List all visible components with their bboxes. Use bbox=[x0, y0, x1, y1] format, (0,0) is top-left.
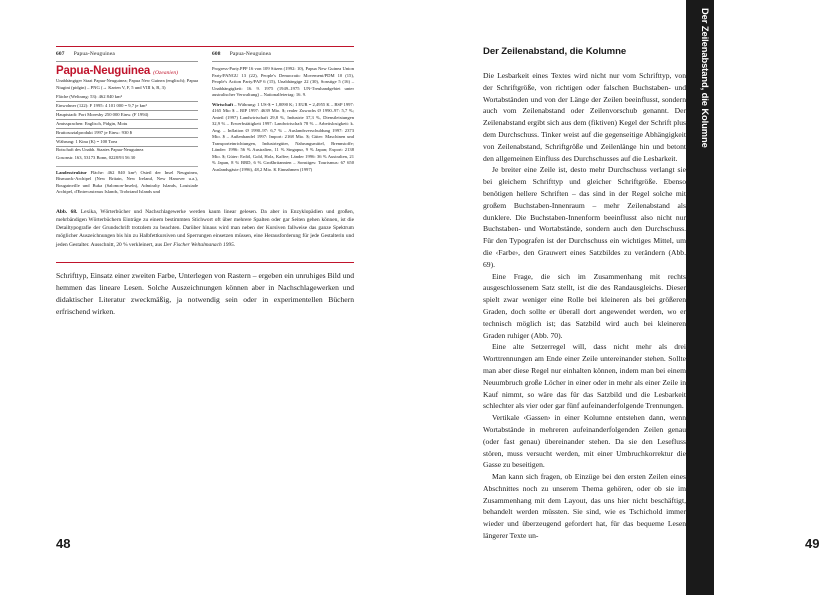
figure-caption-text: Lexika, Wörterbücher und Nachschlagewerke werden kaum linear gelesen. Da aber in Enzyklopädien und großen, mehrbändigen Wörterbüchern Einträge zu einem bestimmten Stichwort oft über mehrere Spalten oder gar Seiten gehen können, ist die Detailtypografie der Grundschrift trotzdem zu beachten. Darüber hinaus wird man neben der Kursiven fallweise das ganze Spektrum möglicher Auszeichnungen bis hin zu Halbfettkursiven und Sperrungen einsetzen müssen, eine Herausforderung für jede Gestalterin und jeden Gestalter. Ausschnitt, 20 % verkleinert, aus bbox=[56, 208, 354, 248]
body-paragraph-1: Die Lesbarkeit eines Textes wird nicht nur vom Schrifttyp, von der Schriftgröße, von richtigen oder falschen Buchstaben- und Wortabständen und von der Länge der Zeilen beeinflusst, sondern auch vom Zeilenabstand oder Zeilenvorschub genannt. Der Zeilenabstand ergibt sich aus dem (fiktiven) Kegel der Schrift plus dem Durchschuss. Tinker weist auf die gegenseitige Abhängigkeit von Zeilenabstand, Schriftgröße und Zeilenlänge hin und betont den allgemeinen Einfluss des Durchschusses auf die Lesbarkeit. bbox=[483, 71, 686, 163]
column-left-header-number: 607 bbox=[56, 51, 65, 57]
right-page bbox=[392, 0, 819, 595]
entry-title-text: Papua-Neuguinea bbox=[56, 65, 151, 77]
entry-title bbox=[56, 65, 198, 77]
folio-left: 48 bbox=[56, 536, 71, 551]
fact-item: Bruttosozialprodukt 1997 je Einw.: 930 $ bbox=[56, 129, 133, 135]
section-heading: Der Zeilenabstand, die Kolumne bbox=[483, 46, 627, 57]
fact-item: Amtssprachen: Englisch, Pidgin, Motu bbox=[56, 120, 128, 126]
section-divider bbox=[56, 166, 198, 167]
wirtschaft-text: – Währung: 1 US-$ = 1,8090 K; 1 EUR = 2,4955 K – BSP 1997: 4165 Mio $ – BIP 1997: 4639 Mio. $; realer Zuwachs Ø 1990–97: 5,7 %; Anteil (1997) Landwirtschaft 29,8 %, Industrie 37,3 %, Dienstleistungen 32,9 % – Erwerbstätigkeit 1997: Landwirtschaft 78 % – Arbeitslosigkeit: k. Ang. – Inflation Ø 1990–97: 6,7 % – Auslandsverschuldung 1997: 2373 Mio. $ – Außenhandel 1997: Import: 2168 Mio. $; Güter: Maschinen und Transporteinrichtungen, Industriegüter, Nahrungsmittel, Brennstoffe; Länder: 1996: 56 % Australien, 11 % Singapur, 9 % Japan; Export: 2138 Mio. $; Güter: Erdöl, Gold, Holz, Kaffee; Länder 1996: 36 % Australien, 21 % Japan, 8 % BRD, 6 % Großbritannien – Sonstiges: Tourismus: 67 650 Auslandsgäste (1996), 48,2 Mio. K Einnahmen (1997) bbox=[212, 101, 354, 172]
wirtschaft-paragraph bbox=[212, 102, 354, 174]
fact-item: Einwohner (122): F 1995: 4 101 000 = 9,7 je km² bbox=[56, 102, 147, 108]
body-paragraph-2: Je breiter eine Zeile ist, desto mehr Durchschuss verlangt sie bei gleichem Schrifttyp und gleicher Schriftgröße. Ebenso benötigen hellere Schriften – das sind in der Regel solche mit großem Buchstaben-Innenraum – mehr Zeilenabstand als dunklere. Die Buchstaben-Innenform beeinflusst also nicht nur Buchstaben- und Wortabstände, sondern auch den Durchschuss. Für den Typografen ist der Durchschuss ein wichtiges Mittel, um die ‹Farbe›, den Grauwert eines Satzbildes zu verändern (Abb. 69). bbox=[483, 165, 686, 269]
entry-facts-list bbox=[56, 94, 198, 162]
wirtschaft-label: Wirtschaft bbox=[212, 101, 234, 107]
column-right-header bbox=[212, 51, 354, 57]
lead-paragraph-rule bbox=[56, 262, 354, 263]
column-right-header-number: 608 bbox=[212, 51, 221, 57]
encyclopedia-sample bbox=[56, 51, 354, 199]
figure-caption-label: Abb. 68. bbox=[56, 208, 78, 215]
entry-intro: Unabhängiger Staat Papua-Neuguinea; Papua New Guinea (englisch); Papua Niugini (pidgin) – PNG (→ Karten V, F, 5 und VIII b, B, 3) bbox=[56, 78, 198, 90]
landesstruktur-text: Fläche: 462 840 km²; Osteil der Insel Neuguinea, Bismarck-Archipel (New Britain, New Ireland, New Hanover u.a.), Bougainville und Buka (Salomon-Inseln), Admiralty Islands, Louisiade Archipel, d'Entrecasteaux Islands, Trobriand Islands und bbox=[56, 169, 198, 195]
body-paragraph-6: Man kann sich fragen, ob Einzüge bei den ersten Zeilen eines Abschnittes noch zu unserem Thema gehören, oder ob sie im Zusammenhang mit dem Layout, das uns hier nicht beschäftigt, behandelt werden müssten. Sie sind, wie es Tschichold immer wieder und überzeugend gefordert hat, für das bequeme Lesen längerer Texte un- bbox=[483, 472, 686, 541]
column-left-header-title: Papua-Neuguinea bbox=[73, 51, 116, 57]
fact-item: Botschaft des Unabh. Staates Papua-Neuguinea bbox=[56, 147, 144, 153]
column-right-paragraph-1: Progress-Party.PPP 16 von 109 Sitzen (1992: 10), Papua New Guinea Union Party/PANGU 13 (22), People's Democratic Movement/PDM 10 (15), People's Action Party/PAP 6 (15), Unabhängige 22 (30), Sonstige 5 (16) – Unabhängigkeit: 16. 9. 1975 (1949–1975 UN-Treuhandgebiet unter australischer Verwaltung) – Nationalfeiertag: 16. 9. bbox=[212, 66, 354, 98]
fact-item: Gosonstr. 163, 53173 Bonn, 0228/93 56 30 bbox=[56, 154, 136, 160]
figure-caption-source: Der Fischer Weltalmanach 1995. bbox=[163, 241, 236, 248]
left-page bbox=[0, 0, 392, 595]
top-rule bbox=[56, 46, 354, 47]
left-page-content bbox=[56, 46, 354, 325]
folio-right: 49 bbox=[805, 536, 819, 551]
body-paragraph-4: Eine alte Setzerregel will, dass nicht mehr als drei Worttrennungen am Ende einer Zeile untereinander stehen. Sollte man aber diese Regel nur einhalten können, indem man bei einem Neuumbruch große Löcher in einer oder in mehr als einer Zeile in Kauf nimmt, so wäre das für das Satzbild und die Lesbarkeit schlechter als vier oder gar fünf aufeinanderfolgende Trennungen. bbox=[483, 342, 686, 411]
column-left-header-rule bbox=[56, 61, 198, 62]
lead-paragraph: Schrifttyp, Einsatz einer zweiten Farbe, Unterlegen von Rastern – ergeben ein unruhiges Bild und hemmen das lineare Lesen. Solche Auszeichnungen können aber in Nachschlagewerken und didaktischer Literatur zweckmäßig, ja notwendig sein oder in experimentellen Büchern erfrischend wirken. bbox=[56, 271, 354, 316]
body-paragraph-3: Eine Frage, die sich im Zusammenhang mit rechts ausgeschlossenem Satz stellt, ist die des Randausgleichs. Dieser spielt zwar weniger eine Rolle bei kleineren als bei größeren Graden, doch sollte er überall dort angewendet werden, wo er technisch möglich ist; das Satzbild wird auch bei kleineren Graden ruhiger (Abb. 70). bbox=[483, 271, 686, 340]
column-left-header bbox=[56, 51, 198, 57]
chapter-tab-label: Der Zeilenabstand, die Kolumne bbox=[700, 8, 711, 148]
entry-title-synonym: (Ozeanien) bbox=[153, 70, 178, 76]
fact-item: Fläche (Weltrang: 53): 462 840 km² bbox=[56, 94, 122, 100]
body-paragraph-5: Vertikale ‹Gassen› in einer Kolumne entstehen dann, wenn Wortabstände in mehreren aufeinanderfolgenden Zeilen genau (oder fast genau) übereinander stehen. Da sie den Lesefluss stören, muss versucht werden, mit einer Umbruchkorrektur die Gasse zu beseitigen. bbox=[483, 413, 686, 470]
encyclopedia-column-left bbox=[56, 51, 198, 199]
column-right-header-rule bbox=[212, 61, 354, 62]
fact-item: Währung: 1 Kina (K) = 100 Toea bbox=[56, 138, 118, 144]
column-right-header-title: Papua-Neuguinea bbox=[229, 51, 272, 57]
landesstruktur-paragraph bbox=[56, 170, 198, 196]
right-page-content bbox=[483, 46, 686, 542]
landesstruktur-label: Landesstruktur bbox=[56, 169, 87, 175]
figure-caption bbox=[56, 208, 354, 249]
fact-item: Hauptstadt: Port Moresby 250 000 Einw. (F 1994) bbox=[56, 111, 149, 117]
encyclopedia-column-right bbox=[212, 51, 354, 199]
